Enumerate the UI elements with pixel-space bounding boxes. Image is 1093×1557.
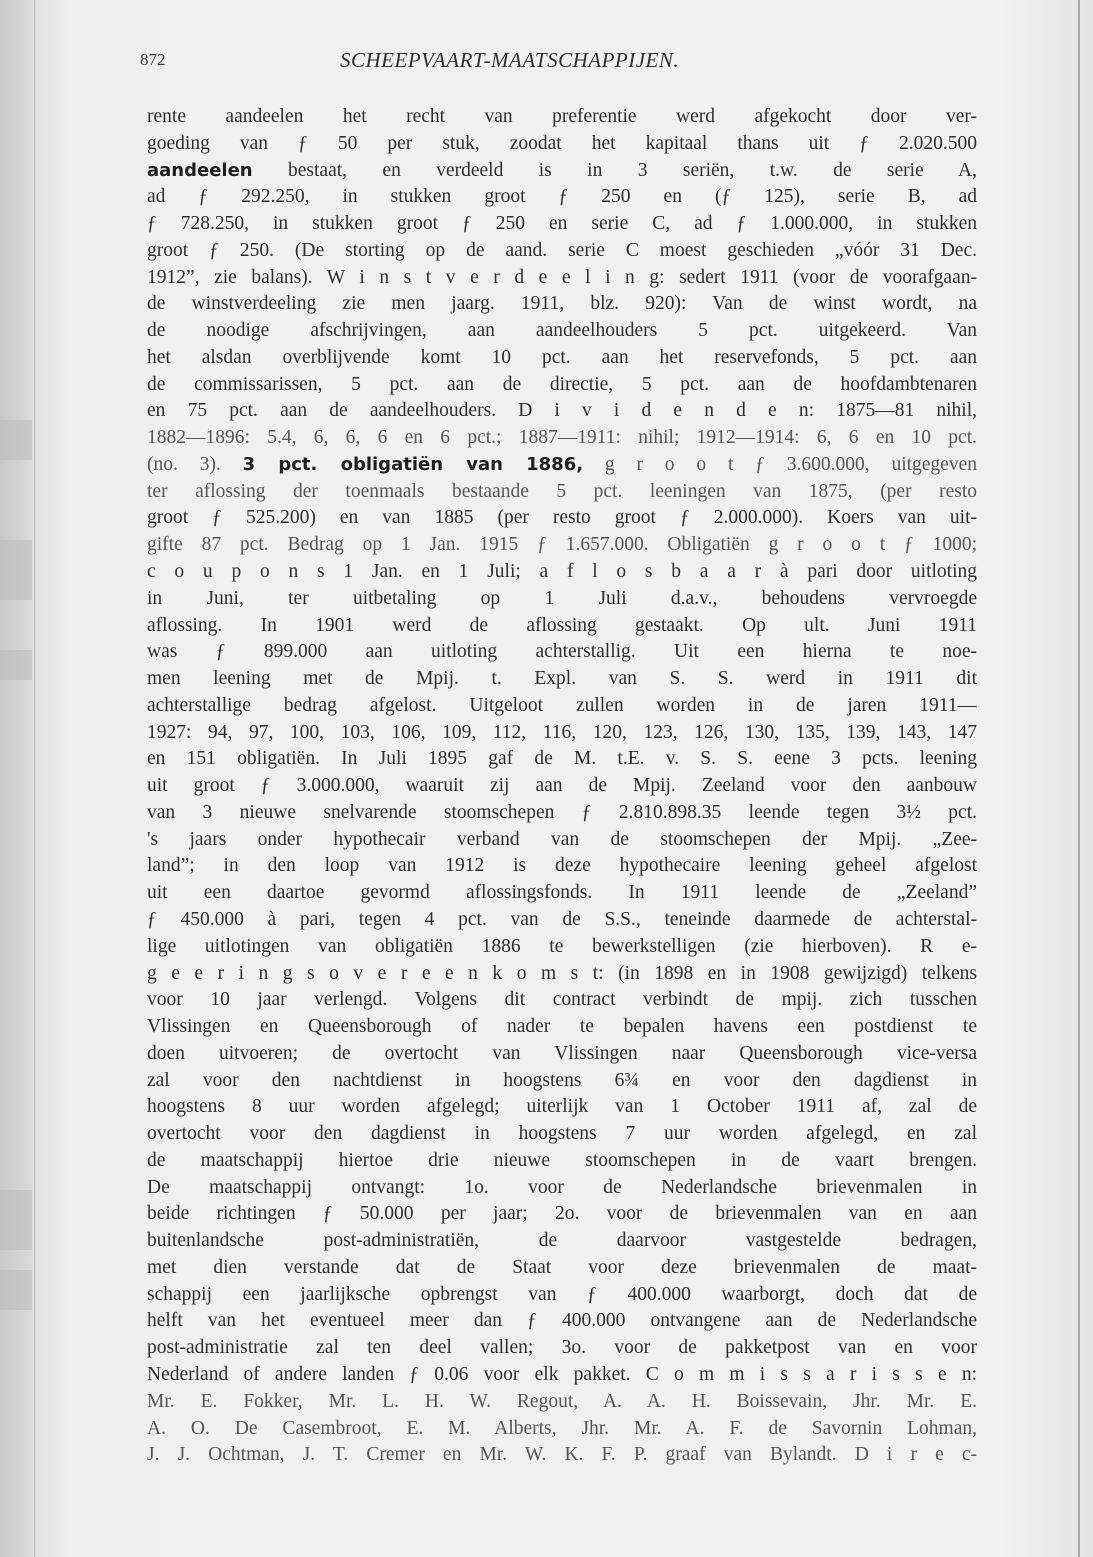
text-line <box>147 505 977 532</box>
line-text: g r o o t ƒ 3.600.000, uitgegeven <box>583 453 977 475</box>
text-line <box>147 693 977 720</box>
line-text: en 151 obligatiën. In Juli 1895 gaf de M. t.E. v. S. S. eene 3 pcts. leening <box>147 748 977 770</box>
line-text: zal voor den nachtdienst in hoogstens 6¾ en voor den dagdienst in <box>147 1069 977 1091</box>
line-text: uit een daartoe gevormd aflossingsfonds. In 1911 leende de „Zeeland” <box>147 882 977 904</box>
line-text: Mr. E. Fokker, Mr. L. H. W. Regout, A. A. H. Boissevain, Jhr. Mr. E. <box>147 1390 977 1412</box>
text-line <box>147 1416 977 1443</box>
page-title: SCHEEPVAART-MAATSCHAPPIJEN. <box>340 48 680 72</box>
line-text: uit groot ƒ 3.000.000, waaruit zij aan de Mpij. Zeeland voor den aanbouw <box>147 775 977 797</box>
line-text: van 3 nieuwe snelvarende stoomschepen ƒ 2.810.898.35 leende tegen 3½ pct. <box>147 801 977 823</box>
line-text: 's jaars onder hypothecair verband van de stoomschepen der Mpij. „Zee- <box>147 828 977 850</box>
line-text: ƒ 728.250, in stukken groot ƒ 250 en serie C, ad ƒ 1.000.000, in stukken <box>147 213 977 235</box>
line-text: overtocht voor den dagdienst in hoogstens 7 uur worden afgelegd, en zal <box>147 1123 977 1145</box>
text-line <box>147 1335 977 1362</box>
page-edge-left <box>34 0 35 1557</box>
text-line <box>147 318 977 345</box>
section-heading-obligaties: 3 pct. obligatiën van 1886, <box>242 453 584 475</box>
text-line <box>147 1255 977 1282</box>
body-text <box>147 104 977 1469</box>
section-heading-aandeelen: aandeelen <box>147 159 253 181</box>
line-text: De maatschappij ontvangt: 1o. voor de Nederlandsche brievenmalen in <box>147 1176 977 1198</box>
text-line <box>147 425 977 452</box>
line-text: aflossing. In 1901 werd de aflossing gestaakt. Op ult. Juni 1911 <box>147 614 977 636</box>
page-number: 872 <box>140 50 166 69</box>
text-line <box>147 131 977 158</box>
bleed-through-mark <box>0 1190 32 1250</box>
text-line <box>147 1041 977 1068</box>
text-line <box>147 1442 977 1469</box>
text-line <box>147 961 977 988</box>
line-text: helft van het eventueel meer dan ƒ 400.000 ontvangene aan de Nederlandsche <box>147 1310 977 1332</box>
line-text: (no. 3). <box>147 453 243 475</box>
line-text: rente aandeelen het recht van preferentie werd afgekocht door ver- <box>147 106 977 127</box>
line-text: bestaat, en verdeeld is in 3 seriën, t.w. de serie A, <box>252 159 977 181</box>
text-line <box>147 184 977 211</box>
line-text: g e e r i n g s o v e r e e n k o m s t: (in 1898 en in 1908 gewijzigd) telkens <box>147 962 977 984</box>
text-line <box>147 211 977 238</box>
text-line <box>147 639 977 666</box>
line-text: achterstallige bedrag afgelost. Uitgeloot zullen worden in de jaren 1911— <box>147 694 977 716</box>
text-line <box>147 987 977 1014</box>
line-text: buitenlandsche post-administratiën, de daarvoor vastgestelde bedragen, <box>147 1230 977 1252</box>
text-line <box>147 1068 977 1095</box>
line-text: gifte 87 pct. Bedrag op 1 Jan. 1915 ƒ 1.657.000. Obligatiën g r o o t ƒ 1000; <box>147 534 977 556</box>
line-text: Nederland of andere landen ƒ 0.06 voor elk pakket. C o m m i s s a r i s s e n: <box>147 1363 977 1385</box>
line-text: 1927: 94, 97, 100, 103, 106, 109, 112, 116, 120, 123, 126, 130, 135, 139, 143, 147 <box>147 721 977 743</box>
bleed-through-mark <box>0 540 32 600</box>
text-line <box>147 613 977 640</box>
line-text: men leening met de Mpij. t. Expl. van S. S. werd in 1911 dit <box>147 668 977 690</box>
bleed-through-mark <box>0 1270 32 1310</box>
text-line <box>147 666 977 693</box>
text-line <box>147 853 977 880</box>
text-line <box>147 746 977 773</box>
text-line <box>147 1282 977 1309</box>
line-text: was ƒ 899.000 aan uitloting achterstallig. Uit een hierna te noe- <box>147 641 977 663</box>
text-line <box>147 934 977 961</box>
line-text: ter aflossing der toenmaals bestaande 5 pct. leeningen van 1875, (per resto <box>147 480 977 502</box>
text-line <box>147 452 977 479</box>
text-line <box>147 773 977 800</box>
line-text: ƒ 450.000 à pari, tegen 4 pct. van de S.S., teneinde daarmede de achterstal- <box>147 908 977 930</box>
text-line <box>147 1148 977 1175</box>
line-text: hoogstens 8 uur worden afgelegd; uiterlijk van 1 October 1911 af, zal de <box>147 1096 977 1118</box>
line-text: goeding van ƒ 50 per stuk, zoodat het kapitaal thans uit ƒ 2.020.500 <box>147 132 977 154</box>
text-line <box>147 265 977 292</box>
line-text: A. O. De Casembroot, E. M. Alberts, Jhr. Mr. A. F. de Savornin Lohman, <box>147 1417 977 1439</box>
bleed-through-mark <box>0 650 32 680</box>
line-text: beide richtingen ƒ 50.000 per jaar; 2o. voor de brievenmalen van en aan <box>147 1203 977 1225</box>
line-text: schappij een jaarlijksche opbrengst van ƒ 400.000 waarborgt, doch dat de <box>147 1283 977 1305</box>
line-text: post-administratie zal ten deel vallen; 3o. voor de pakketpost van en voor <box>147 1337 977 1359</box>
line-text: c o u p o n s 1 Jan. en 1 Juli; a f l o s b a a r à pari door uitloting <box>147 561 977 583</box>
line-text: ad ƒ 292.250, in stukken groot ƒ 250 en (ƒ 125), serie B, ad <box>147 186 977 208</box>
line-text: groot ƒ 250. (De storting op de aand. serie C moest geschieden „vóór 31 Dec. <box>147 239 977 261</box>
line-text: in Juni, ter uitbetaling op 1 Juli d.a.v., behoudens vervroegde <box>147 587 977 609</box>
line-text: 1912”, zie balans). W i n s t v e r d e e l i n g: sedert 1911 (voor de voorafgaan- <box>147 266 977 288</box>
bleed-through-mark <box>0 420 32 460</box>
running-head <box>140 50 970 80</box>
line-text: de maatschappij hiertoe drie nieuwe stoomschepen in de vaart brengen. <box>147 1149 977 1171</box>
text-line <box>147 1094 977 1121</box>
text-line <box>147 1121 977 1148</box>
text-line <box>147 532 977 559</box>
line-text: doen uitvoeren; de overtocht van Vlissingen naar Queensborough vice-versa <box>147 1042 977 1064</box>
line-text: voor 10 jaar verlengd. Volgens dit contract verbindt de mpij. zich tusschen <box>147 989 977 1011</box>
text-line <box>147 1201 977 1228</box>
line-text: 1882—1896: 5.4, 6, 6, 6 en 6 pct.; 1887—1911: nihil; 1912—1914: 6, 6 en 10 pct. <box>147 427 977 449</box>
line-text: de winstverdeeling zie men jaarg. 1911, blz. 920): Van de winst wordt, na <box>147 293 977 315</box>
text-line <box>147 104 977 131</box>
line-text: Vlissingen en Queensborough of nader te bepalen havens een postdienst te <box>147 1016 977 1038</box>
text-line <box>147 1228 977 1255</box>
text-line <box>147 291 977 318</box>
line-text: het alsdan overblijvende komt 10 pct. aan het reservefonds, 5 pct. aan <box>147 346 977 368</box>
line-text: de noodige afschrijvingen, aan aandeelhouders 5 pct. uitgekeerd. Van <box>147 320 977 342</box>
line-text: de commissarissen, 5 pct. aan de directie, 5 pct. aan de hoofdambtenaren <box>147 373 977 395</box>
line-text: en 75 pct. aan de aandeelhouders. D i v i d e n d e n: 1875—81 nihil, <box>147 400 977 422</box>
text-line <box>147 1389 977 1416</box>
line-text: land”; in den loop van 1912 is deze hypothecaire leening geheel afgelost <box>147 855 977 877</box>
text-line <box>147 158 977 185</box>
text-line <box>147 1362 977 1389</box>
text-line <box>147 559 977 586</box>
line-text: lige uitlotingen van obligatiën 1886 te bewerkstelligen (zie hierboven). R e- <box>147 935 977 957</box>
text-line <box>147 720 977 747</box>
text-line <box>147 827 977 854</box>
text-line <box>147 1014 977 1041</box>
line-text: groot ƒ 525.200) en van 1885 (per resto groot ƒ 2.000.000). Koers van uit- <box>147 507 977 529</box>
text-line <box>147 907 977 934</box>
line-text: met dien verstande dat de Staat voor deze brievenmalen de maat- <box>147 1256 977 1278</box>
text-line <box>147 586 977 613</box>
line-text: J. J. Ochtman, J. T. Cremer en Mr. W. K. F. P. graaf van Bylandt. D i r e c- <box>147 1444 977 1466</box>
text-line <box>147 479 977 506</box>
page-edge-right <box>1078 0 1080 1557</box>
text-line <box>147 1308 977 1335</box>
text-line <box>147 398 977 425</box>
text-line <box>147 345 977 372</box>
text-line <box>147 800 977 827</box>
text-line <box>147 880 977 907</box>
text-line <box>147 1175 977 1202</box>
text-line <box>147 238 977 265</box>
text-line <box>147 372 977 399</box>
